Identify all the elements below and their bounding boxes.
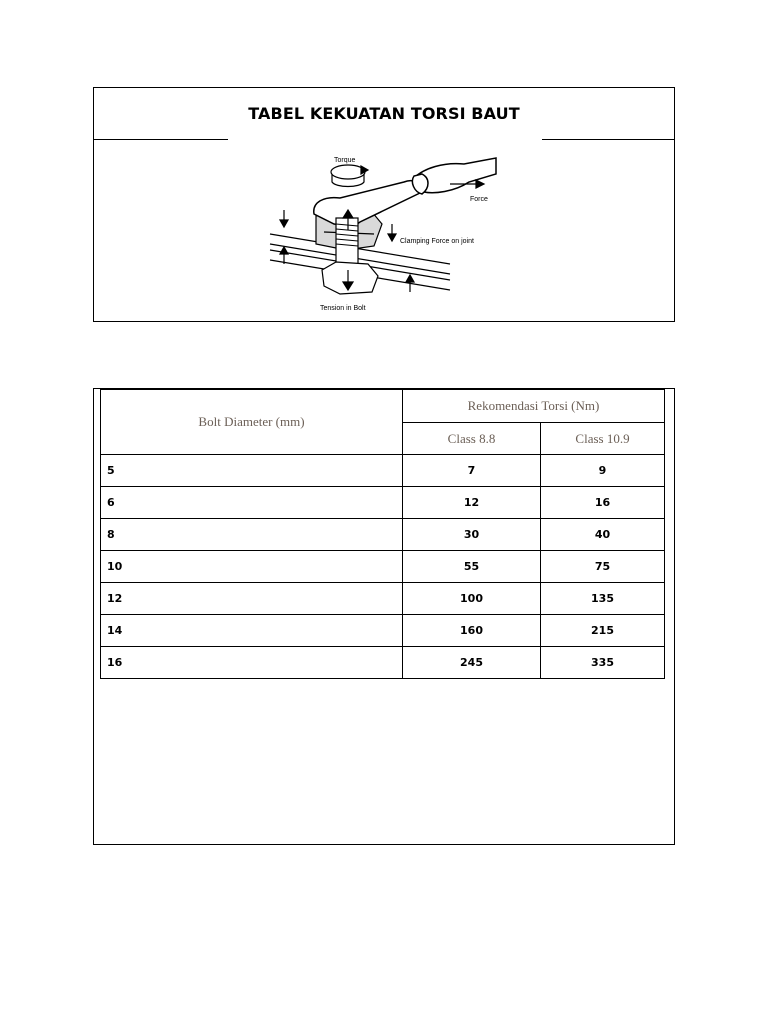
cell-class-10-9: 135 bbox=[541, 583, 665, 615]
header-class-8-8: Class 8.8 bbox=[403, 423, 541, 455]
cell-class-8-8: 160 bbox=[403, 615, 541, 647]
torque-table-panel bbox=[93, 388, 675, 845]
cell-class-8-8: 100 bbox=[403, 583, 541, 615]
cell-class-10-9: 335 bbox=[541, 647, 665, 679]
bolt-torque-diagram bbox=[264, 152, 504, 312]
force-label: Force bbox=[470, 196, 488, 203]
header-bolt-diameter: Bolt Diameter (mm) bbox=[101, 390, 403, 455]
cell-diameter: 5 bbox=[101, 455, 403, 487]
cell-class-8-8: 12 bbox=[403, 487, 541, 519]
torque-label: Torque bbox=[334, 157, 356, 164]
table-row bbox=[101, 551, 665, 583]
table-row bbox=[101, 647, 665, 679]
tension-label: Tension in Bolt bbox=[320, 305, 366, 312]
title-rule-right bbox=[542, 139, 675, 140]
cell-class-10-9: 75 bbox=[541, 551, 665, 583]
cell-class-10-9: 9 bbox=[541, 455, 665, 487]
cell-class-8-8: 7 bbox=[403, 455, 541, 487]
page-title: TABEL KEKUATAN TORSI BAUT bbox=[248, 104, 520, 123]
cell-class-8-8: 55 bbox=[403, 551, 541, 583]
cell-class-10-9: 16 bbox=[541, 487, 665, 519]
cell-diameter: 12 bbox=[101, 583, 403, 615]
table-row bbox=[101, 583, 665, 615]
clamping-label: Clamping Force on joint bbox=[400, 238, 474, 245]
cell-diameter: 10 bbox=[101, 551, 403, 583]
header-torque-recommendation: Rekomendasi Torsi (Nm) bbox=[403, 390, 665, 423]
cell-class-10-9: 215 bbox=[541, 615, 665, 647]
wrench bbox=[314, 158, 496, 225]
cell-diameter: 8 bbox=[101, 519, 403, 551]
cell-diameter: 6 bbox=[101, 487, 403, 519]
torque-arrow-icon bbox=[331, 165, 368, 187]
table-row bbox=[101, 487, 665, 519]
cell-class-8-8: 245 bbox=[403, 647, 541, 679]
cell-diameter: 16 bbox=[101, 647, 403, 679]
cell-class-8-8: 30 bbox=[403, 519, 541, 551]
title-rule-left bbox=[94, 139, 228, 140]
title-panel bbox=[93, 87, 675, 322]
cell-diameter: 14 bbox=[101, 615, 403, 647]
torque-table bbox=[100, 389, 665, 679]
table-row bbox=[101, 519, 665, 551]
table-row bbox=[101, 455, 665, 487]
cell-class-10-9: 40 bbox=[541, 519, 665, 551]
header-class-10-9: Class 10.9 bbox=[541, 423, 665, 455]
table-row bbox=[101, 615, 665, 647]
